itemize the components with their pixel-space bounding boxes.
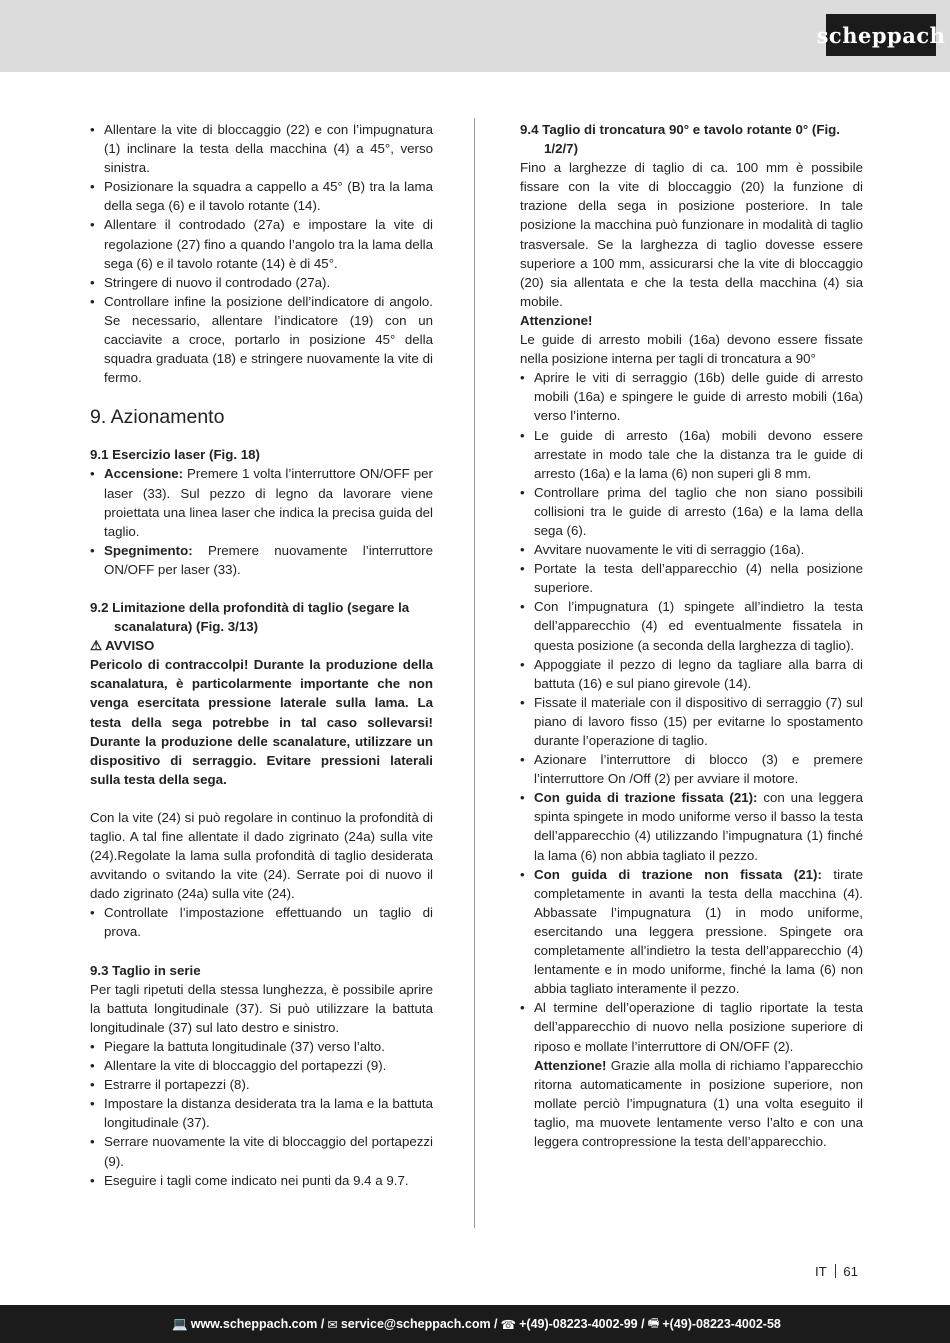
list-item: • Controllate l’impostazione effettuando un taglio di prova. <box>90 903 433 941</box>
fixed-label: Con guida di trazione fissata (21): <box>534 790 758 806</box>
s91-off-text: Premere nuovamente l’interruttore ON/OFF per laser (33). <box>104 542 433 577</box>
end-bullet-text: Al termine dell’operazione di taglio riportate la testa dell’apparecchio di nuovo nella posizione superiore di riposo e mollate l’interruttore di ON/OFF (2). <box>534 1000 863 1054</box>
list-item: • Portate la testa dell’apparecchio (4) nella posizione superiore. <box>520 559 863 597</box>
s92-title: 9.2 Limitazione della profondità di taglio (segare la scanalatura) (Fig. 3/13) <box>90 599 410 635</box>
list-item: • Posizionare la squadra a cappello a 45° (B) tra la lama della sega (6) e il tavolo rotante (14). <box>90 177 433 215</box>
list-item: • Azionare l’interruttore di blocco (3) e premere l’interruttore On /Off (2) per avviare il motore. <box>520 750 863 788</box>
list-item <box>90 541 433 579</box>
page-lang: IT <box>814 1264 827 1279</box>
brand-logo: scheppach <box>826 14 936 56</box>
s92-list <box>90 903 433 941</box>
page-number <box>815 1264 858 1279</box>
fax-icon: 🖷 <box>647 1315 660 1330</box>
s91-on-text: Premere 1 volta l’interruttore ON/OFF per laser (33). Sul pezzo di legno da lavorare viene proiettata una linea laser che indica la precisa guida del taglio. <box>104 466 433 539</box>
end-attention-text: Grazie alla molla di richiamo l’apparecchio ritorna automaticamente in posizione superiore, non mollate perciò l’impugnatura (1) una volta eseguito il taglio, ma muovete lentamente verso l’alto e con una leggera contropressione la testa dell’apparecchio. <box>534 1057 863 1149</box>
list-item: • Aprire le viti di serraggio (16b) delle guide di arresto mobili (16a) e spingere le guide di arresto mobili (16a) verso l’interno. <box>520 368 863 425</box>
list-item: • Appoggiate il pezzo di legno da tagliare alla barra di battuta (16) e sul piano girevole (14). <box>520 655 863 693</box>
footer-email-link[interactable]: service@scheppach.com / <box>340 1317 498 1331</box>
mail-icon: ✉ <box>327 1317 338 1332</box>
right-column <box>520 120 863 1151</box>
steps-list <box>520 368 863 1151</box>
left-column <box>90 120 433 1190</box>
list-item <box>520 865 863 999</box>
column-divider <box>474 118 475 1228</box>
list-item: • Allentare la vite di bloccaggio del portapezzi (9). <box>90 1056 433 1075</box>
s93-list <box>90 1037 433 1190</box>
list-item <box>520 998 863 1151</box>
footer-fax: +(49)-08223-4002-58 <box>662 1317 781 1331</box>
list-item <box>90 464 433 540</box>
notfixed-text: tirate completamente in avanti la testa della macchina (4). Abbassate l’impugnatura (1) in modo uniforme, esercitando una leggera pressione. Spingete ora completamente all’indietro la testa dell’apparecchio (4) lentamente e in modo uniforme, finché la lama (6) non abbia tagliato interamente il pezzo. <box>534 866 863 997</box>
end-attention-label: Attenzione! <box>534 1057 607 1073</box>
footer-phone: +(49)-08223-4002-99 / <box>519 1317 645 1331</box>
footer-web-link[interactable]: www.scheppach.com / <box>190 1317 325 1331</box>
list-item: • Controllare infine la posizione dell’indicatore di angolo. Se necessario, allentare l’indicatore (19) con un cacciavite a croce, portarlo in posizione 45° della squadra graduata (18) e stringere nuovamente la vite di fermo. <box>90 292 433 387</box>
s94-title: 9.4 Taglio di troncatura 90° e tavolo rotante 0° (Fig. 1/2/7) <box>520 122 840 157</box>
computer-icon: 💻 <box>172 1316 188 1331</box>
header-bar <box>0 0 950 72</box>
warning-label: AVVISO <box>105 638 155 654</box>
list-item: • Avvitare nuovamente le viti di serraggio (16a). <box>520 540 863 559</box>
s91-title: 9.1 Esercizio laser (Fig. 18) <box>90 447 260 463</box>
list-item: • Stringere di nuovo il controdado (27a). <box>90 273 433 292</box>
warning-heading <box>90 636 433 655</box>
list-item: • Impostare la distanza desiderata tra la lama e la battuta longitudinale (37). <box>90 1094 433 1132</box>
bullets-top <box>90 120 433 387</box>
list-item: • Fissate il materiale con il dispositivo di serraggio (7) sul piano di lavoro fisso (15) per evitarne lo spostamento durante l’operazione di taglio. <box>520 693 863 750</box>
list-item: • Le guide di arresto (16a) mobili devono essere arrestate in modo tale che la distanza tra le guide di arresto (16a) e la lama (6) non superi gli 8 mm. <box>520 426 863 483</box>
list-item: • Eseguire i tagli come indicato nei punti da 9.4 a 9.7. <box>90 1171 433 1190</box>
footer-bar <box>0 1305 950 1343</box>
list-item: • Con l’impugnatura (1) spingete all’indietro la testa dell’apparecchio (4) ed eventualmente fissatela in questa posizione (a seconda della larghezza di taglio). <box>520 597 863 654</box>
list-item: • Allentare la vite di bloccaggio (22) e con l’impugnatura (1) inclinare la testa della macchina (4) a 45°, verso sinistra. <box>90 120 433 177</box>
s91-off-label: Spegnimento: <box>104 542 193 558</box>
attention-text: Le guide di arresto mobili (16a) devono essere fissate nella posizione interna per tagli di troncatura a 90° <box>520 332 863 367</box>
list-item: • Controllare prima del taglio che non siano possibili collisioni tra le guide di arresto (16a) e la lama della sega (6). <box>520 483 863 540</box>
warning-text: Pericolo di contraccolpi! Durante la produzione della scanalatura, è particolarmente importante che non venga esercitata pressione laterale sulla lama. La testa della sega potrebbe in tal caso sollevarsi! Durante la produzione delle scanalature, utilizzare un dispositivo di serraggio. Evitare pressioni laterali sulla testa della sega. <box>90 657 433 787</box>
s91-list <box>90 464 433 579</box>
s94-paragraph: Fino a larghezze di taglio di ca. 100 mm è possibile fissare con la vite di bloccaggio (20) la funzione di trazione della sega in posizione posteriore. In tale posizione la macchina può funzionare in modalità di taglio trasversale. Se la larghezza di taglio dovesse essere superiore a 100 mm, assicurarsi che la vite di bloccaggio (20) sia allentata e che la testa della macchina (4) sia mobile. <box>520 160 863 309</box>
warning-triangle-icon: ⚠ <box>90 638 102 654</box>
list-item <box>520 788 863 864</box>
phone-icon: ☎ <box>500 1317 517 1332</box>
notfixed-label: Con guida di trazione non fissata (21): <box>534 866 822 882</box>
s93-paragraph: Per tagli ripetuti della stessa lunghezza, è possibile aprire la battuta longitudinale (37). Si può utilizzare la battuta longitudinale (37) sul lato destro e sinistro. <box>90 981 433 1035</box>
list-item: • Estrarre il portapezzi (8). <box>90 1075 433 1094</box>
attention-label: Attenzione! <box>520 312 593 328</box>
page-num: 61 <box>843 1264 858 1279</box>
list-item: • Serrare nuovamente la vite di bloccaggio del portapezzi (9). <box>90 1132 433 1170</box>
fixed-text: con una leggera spinta spingete in modo uniforme verso il basso la testa dell’apparecchio (4) utilizzando l’impugnatura (1) finché la lama (6) non abbia tagliato il pezzo. <box>534 790 863 863</box>
list-item: • Piegare la battuta longitudinale (37) verso l’alto. <box>90 1037 433 1056</box>
s93-title: 9.3 Taglio in serie <box>90 962 201 978</box>
s91-on-label: Accensione: <box>104 466 184 482</box>
list-item: • Allentare il controdado (27a) e impostare la vite di regolazione (27) fino a quando l’angolo tra la lama della sega (6) e il tavolo rotante (14) è di 45°. <box>90 215 433 272</box>
section-title: 9. Azionamento <box>90 406 225 429</box>
end-attention <box>534 1056 863 1151</box>
s92-paragraph: Con la vite (24) si può regolare in continuo la profondità di taglio. A tal fine allentate il dado zigrinato (24a) sulla vite (24).Regolate la lama sulla profondità di taglio desiderata avvitando o svitando la vite (24). Serrate poi di nuovo il dado zigrinato (24a) sulla vite (24). <box>90 809 433 902</box>
